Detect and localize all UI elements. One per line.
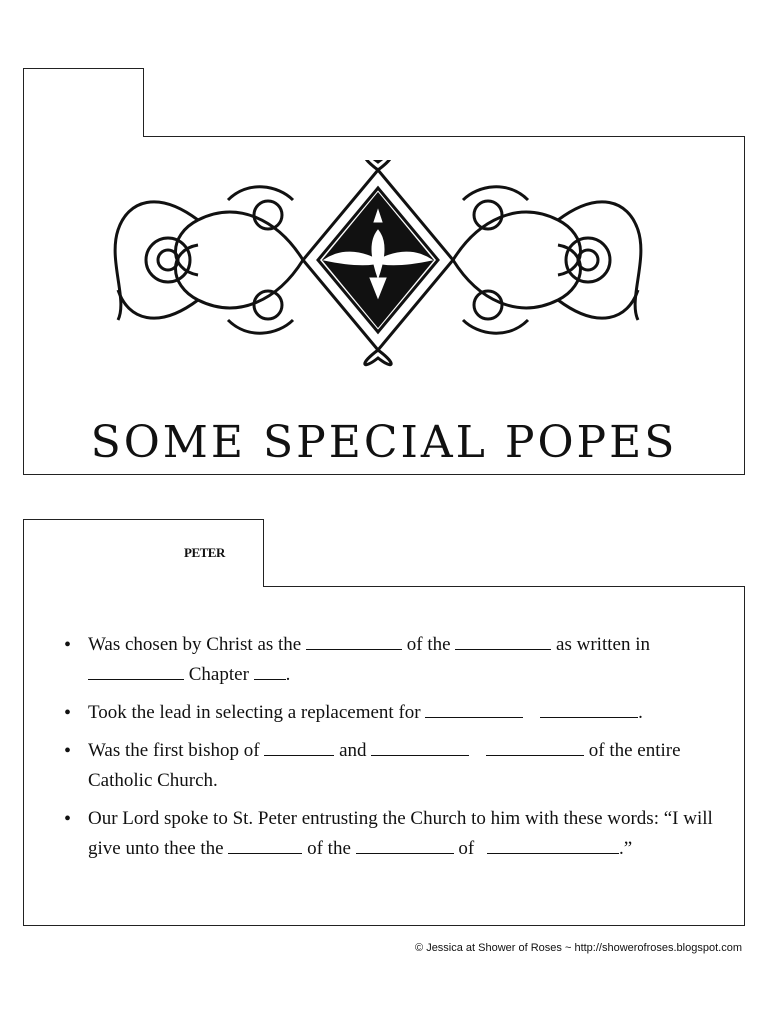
fact-text: of the bbox=[302, 838, 356, 859]
fact-text bbox=[523, 702, 528, 723]
fact-text: of bbox=[453, 838, 479, 859]
list-item bbox=[62, 736, 734, 796]
answer-blank[interactable] bbox=[486, 737, 584, 756]
top-card-top-edge bbox=[143, 136, 745, 137]
fact-text: and bbox=[334, 740, 372, 761]
bottom-card-top-edge bbox=[263, 586, 745, 587]
list-item bbox=[62, 630, 734, 690]
fact-text: of the entire Catholic Church. bbox=[88, 740, 681, 791]
bottom-card-tab-right bbox=[263, 519, 264, 586]
answer-blank[interactable] bbox=[306, 631, 402, 650]
fact-text: .” bbox=[618, 838, 633, 859]
answer-blank[interactable] bbox=[425, 699, 523, 718]
fact-text: Took the lead in selecting a replacement for bbox=[88, 702, 426, 723]
answer-blank[interactable] bbox=[88, 661, 184, 680]
top-card-tab-top bbox=[23, 68, 143, 69]
page-title: SOME SPECIAL POPES bbox=[90, 417, 678, 469]
answer-blank[interactable] bbox=[487, 835, 619, 854]
fact-text: of the bbox=[402, 634, 456, 655]
answer-blank[interactable] bbox=[254, 661, 286, 680]
footer-credit: © Jessica at Shower of Roses ~ http://showerofroses.blogspot.com bbox=[415, 942, 742, 954]
fact-text bbox=[469, 740, 474, 761]
list-item bbox=[62, 804, 734, 864]
top-card-tab-right bbox=[143, 68, 144, 136]
tab-label-peter: PETER bbox=[184, 545, 225, 560]
answer-blank[interactable] bbox=[356, 835, 454, 854]
answer-blank[interactable] bbox=[540, 699, 638, 718]
answer-blank[interactable] bbox=[371, 737, 469, 756]
fact-text: Was chosen by Christ as the bbox=[88, 634, 306, 655]
bottom-card-tab-left bbox=[23, 519, 24, 925]
fact-list bbox=[62, 630, 734, 872]
list-item bbox=[62, 698, 734, 728]
fact-text: Was the first bishop of bbox=[88, 740, 265, 761]
top-card-tab-left bbox=[23, 68, 24, 474]
answer-blank[interactable] bbox=[264, 737, 334, 756]
fact-text: . bbox=[638, 702, 643, 723]
fact-text: as written in bbox=[551, 634, 650, 655]
dove-ornament-icon bbox=[108, 160, 648, 370]
fact-text: . bbox=[285, 664, 291, 685]
top-card-right-edge bbox=[744, 136, 745, 474]
answer-blank[interactable] bbox=[455, 631, 551, 650]
bottom-card-bottom-edge bbox=[23, 925, 745, 926]
fact-text: Our Lord spoke to St. Peter entrusting the Church to him with these words: “I will give unto thee the bbox=[88, 808, 713, 859]
answer-blank[interactable] bbox=[228, 835, 302, 854]
bottom-card-tab-top bbox=[23, 519, 263, 520]
bottom-card-right-edge bbox=[744, 586, 745, 925]
fact-text: Chapter bbox=[184, 664, 254, 685]
top-card-bottom-edge bbox=[23, 474, 745, 475]
